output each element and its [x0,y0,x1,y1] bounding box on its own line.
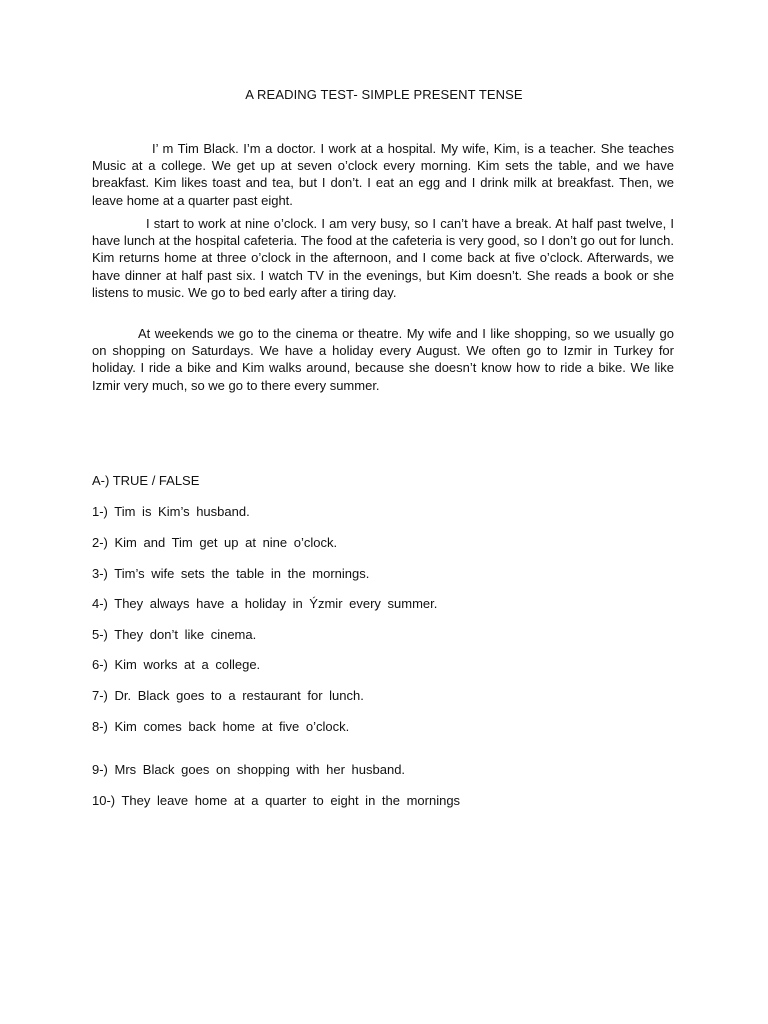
question-10: 10-) They leave home at a quarter to eight in the mornings [92,793,461,808]
section-heading-true-false: A-) TRUE / FALSE [92,473,200,488]
question-9: 9-) Mrs Black goes on shopping with her husband. [92,762,406,777]
question-2: 2-) Kim and Tim get up at nine o’clock. [92,535,338,550]
passage-paragraph-1: I’ m Tim Black. I’m a doctor. I work at a hospital. My wife, Kim, is a teacher. She teaches Music at a college. We get up at seven o’clock every morning. Kim sets the table, and we have breakfast. Kim likes toast and tea, but I don’t. I eat an egg and I drink milk at breakfast. Then, we leave home at a quarter past eight. [92,141,674,208]
question-8: 8-) Kim comes back home at five o’clock. [92,719,350,734]
question-7: 7-) Dr. Black goes to a restaurant for lunch. [92,688,364,703]
question-1: 1-) Tim is Kim’s husband. [92,504,250,519]
question-5: 5-) They don’t like cinema. [92,627,257,642]
passage-paragraph-3: At weekends we go to the cinema or theatre. My wife and I like shopping, so we usually go on shopping on Saturdays. We have a holiday every August. We often go to Izmir in Turkey for holiday. I ride a bike and Kim walks around, because she doesn’t know how to ride a bike. We like Izmir very much, so we go to there every summer. [92,326,674,393]
question-3: 3-) Tim’s wife sets the table in the mornings. [92,566,370,581]
passage-paragraph-2: I start to work at nine o’clock. I am very busy, so I can’t have a break. At half past twelve, I have lunch at the hospital cafeteria. The food at the cafeteria is very good, so I don’t go out for lunch. Kim returns home at three o’clock in the afternoon, and I come back at five o’clock. Afterwards, we have dinner at half past six. I watch TV in the evenings, but Kim doesn’t. She reads a book or she listens to music. We go to bed early after a tiring day. [92,216,674,300]
question-4: 4-) They always have a holiday in Ýzmir every summer. [92,596,438,611]
question-6: 6-) Kim works at a college. [92,657,261,672]
document-title: A READING TEST- SIMPLE PRESENT TENSE [245,87,523,102]
